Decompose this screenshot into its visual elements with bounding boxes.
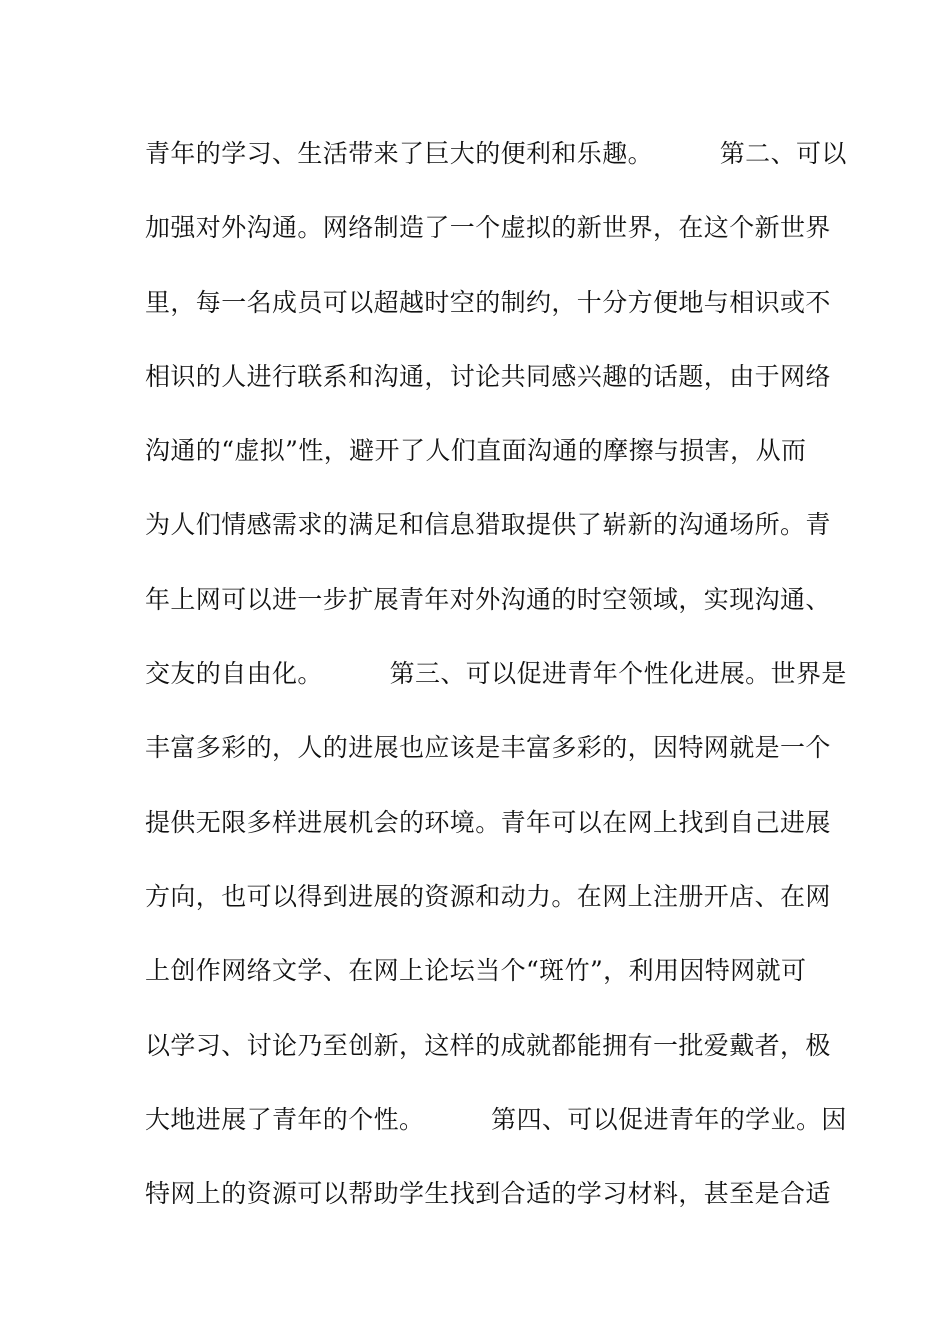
text-line: 方向，也可以得到进展的资源和动力。在网上注册开店、在网 bbox=[145, 881, 831, 911]
text-line: 大地进展了青年的个性。 第四、可以促进青年的学业。因 bbox=[145, 1104, 847, 1134]
text-line: 年上网可以进一步扩展青年对外沟通的时空领域，实现沟通、 bbox=[145, 584, 831, 614]
text-line: 相识的人进行联系和沟通，讨论共同感兴趣的话题，由于网络 bbox=[145, 361, 831, 391]
text-line: 丰富多彩的，人的进展也应该是丰富多彩的，因特网就是一个 bbox=[145, 733, 831, 763]
text-line: 提供无限多样进展机会的环境。青年可以在网上找到自己进展 bbox=[145, 807, 831, 837]
text-line: 为人们情感需求的满足和信息猎取提供了崭新的沟通场所。青 bbox=[145, 510, 831, 540]
text-line: 沟通的“虚拟”性，避开了人们直面沟通的摩擦与损害，从而 bbox=[145, 436, 807, 466]
body-text bbox=[145, 128, 847, 1242]
text-line: 上创作网络文学、在网上论坛当个“斑竹”，利用因特网就可 bbox=[145, 956, 807, 986]
text-line: 以学习、讨论乃至创新，这样的成就都能拥有一批爱戴者，极 bbox=[145, 1030, 831, 1060]
text-line: 青年的学习、生活带来了巨大的便利和乐趣。 第二、可以 bbox=[145, 139, 847, 168]
text-line: 加强对外沟通。网络制造了一个虚拟的新世界，在这个新世界 bbox=[145, 213, 831, 243]
text-line: 里，每一名成员可以超越时空的制约，十分方便地与相识或不 bbox=[145, 287, 831, 317]
text-line: 交友的自由化。 第三、可以促进青年个性化进展。世界是 bbox=[145, 659, 847, 689]
text-line: 特网上的资源可以帮助学生找到合适的学习材料，甚至是合适 bbox=[145, 1179, 831, 1209]
